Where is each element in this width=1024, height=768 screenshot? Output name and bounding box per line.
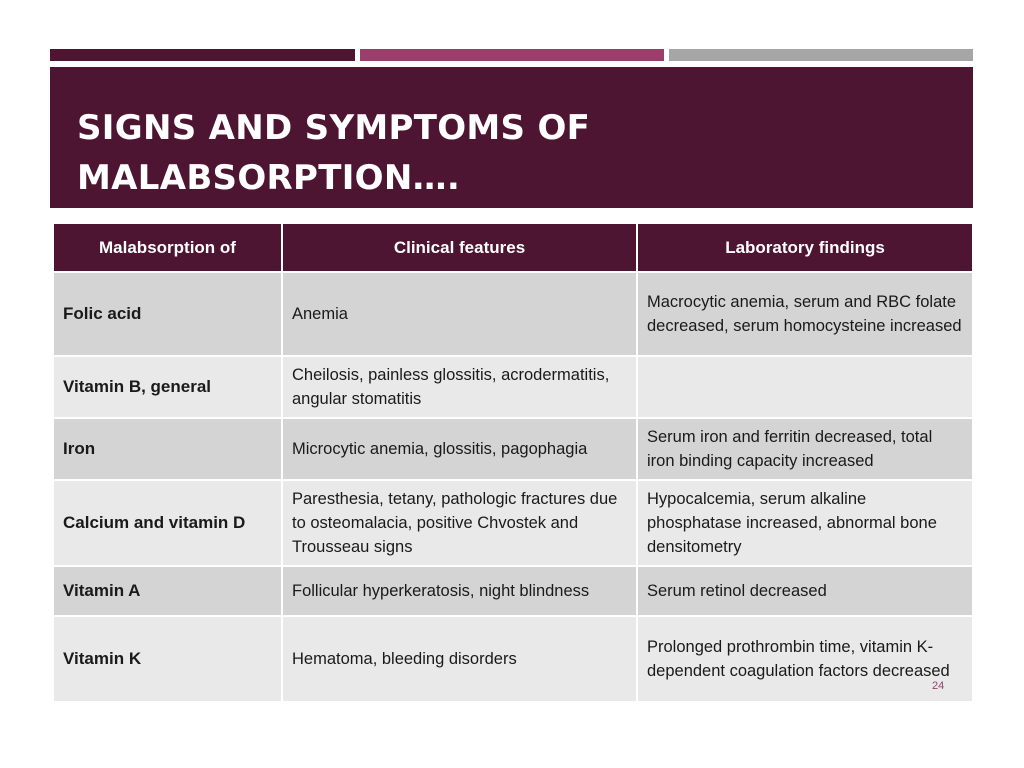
header-clinical-features: Clinical features (282, 223, 637, 272)
header-malabsorption-of: Malabsorption of (53, 223, 282, 272)
table-row (53, 418, 973, 480)
header-laboratory-findings: Laboratory findings (637, 223, 973, 272)
nutrient-cell: Vitamin A (53, 566, 282, 616)
table-row (53, 356, 973, 418)
decorative-bar-accent (360, 49, 664, 61)
laboratory-cell: Serum iron and ferritin decreased, total iron binding capacity increased (637, 418, 973, 480)
decorative-bar-dark (50, 49, 355, 61)
slide-title-line-2: MALABSORPTION…. (77, 158, 461, 198)
decorative-bar-gray (669, 49, 973, 61)
slide-title (77, 103, 937, 203)
clinical-cell: Follicular hyperkeratosis, night blindness (282, 566, 637, 616)
nutrient-cell: Calcium and vitamin D (53, 480, 282, 566)
clinical-cell: Anemia (282, 272, 637, 356)
table-row (53, 616, 973, 702)
page-number: 24 (932, 680, 945, 692)
clinical-cell: Hematoma, bleeding disorders (282, 616, 637, 702)
laboratory-cell: Macrocytic anemia, serum and RBC folate decreased, serum homocysteine increased (637, 272, 973, 356)
laboratory-cell (637, 356, 973, 418)
slide-title-line-1: SIGNS AND SYMPTOMS OF (77, 108, 591, 148)
table-row (53, 566, 973, 616)
title-band (50, 67, 973, 208)
table-row (53, 480, 973, 566)
laboratory-cell: Serum retinol decreased (637, 566, 973, 616)
nutrient-cell: Iron (53, 418, 282, 480)
nutrient-cell: Vitamin K (53, 616, 282, 702)
table-row (53, 272, 973, 356)
laboratory-cell: Prolonged prothrombin time, vitamin K-dependent coagulation factors decreased (637, 616, 973, 702)
clinical-cell: Microcytic anemia, glossitis, pagophagia (282, 418, 637, 480)
clinical-cell: Paresthesia, tetany, pathologic fractures due to osteomalacia, positive Chvostek and Trousseau signs (282, 480, 637, 566)
nutrient-cell: Vitamin B, general (53, 356, 282, 418)
laboratory-cell: Hypocalcemia, serum alkaline phosphatase increased, abnormal bone densitometry (637, 480, 973, 566)
nutrient-cell: Folic acid (53, 272, 282, 356)
clinical-cell: Cheilosis, painless glossitis, acrodermatitis, angular stomatitis (282, 356, 637, 418)
table-header-row (53, 223, 973, 272)
malabsorption-table (52, 222, 974, 703)
